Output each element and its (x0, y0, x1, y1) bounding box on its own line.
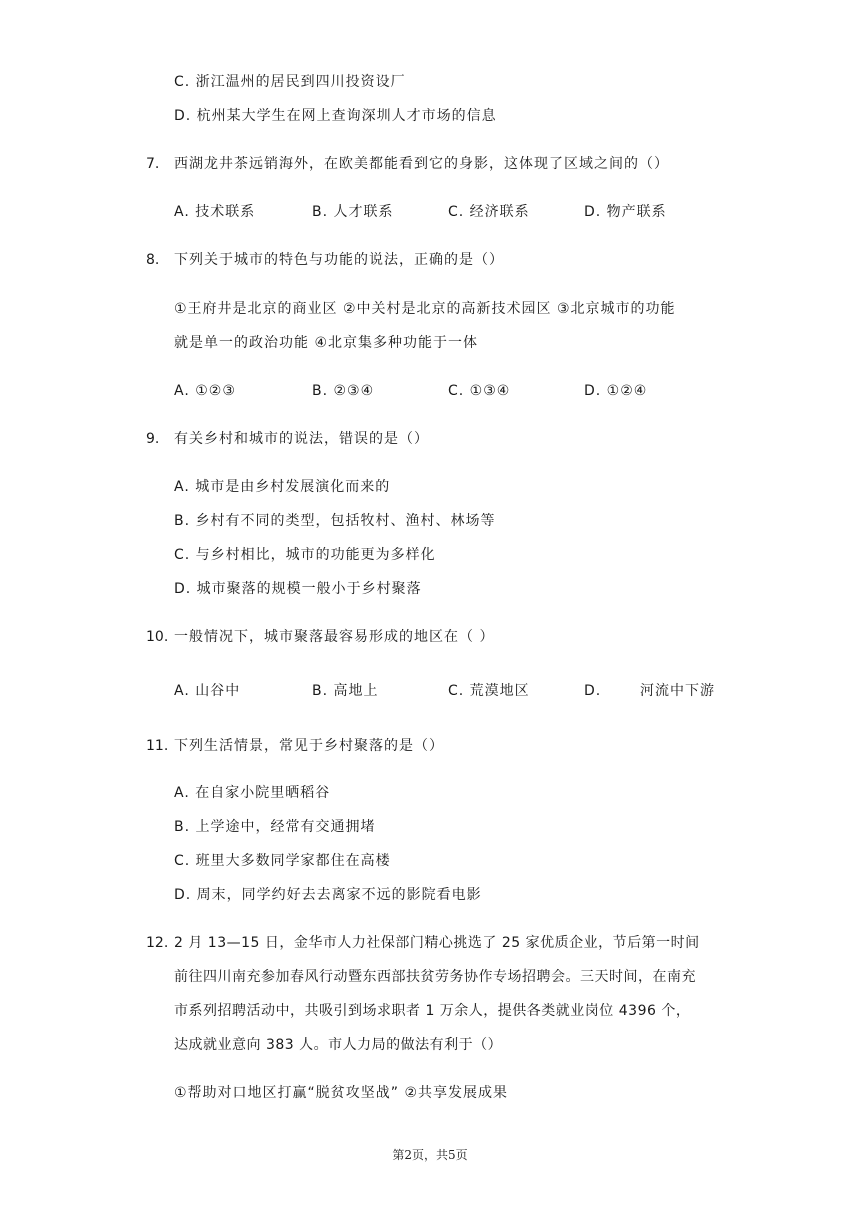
q10-number: 10. (146, 629, 169, 645)
q11-option-b: B. 上学途中，经常有交通拥堵 (174, 819, 376, 835)
q7-number: 7. (146, 156, 160, 172)
q6-option-d: D. 杭州某大学生在网上查询深圳人才市场的信息 (174, 108, 497, 124)
q10-option-d-letter: D. (584, 683, 602, 699)
q9-option-a: A. 城市是由乡村发展演化而来的 (174, 479, 391, 495)
q9-option-d: D. 城市聚落的规模一般小于乡村聚落 (174, 581, 422, 597)
q12-stem-line4: 达成就业意向 383 人。市人力局的做法有利于（） (174, 1037, 503, 1053)
q8-option-a: A. ①②③ (174, 383, 236, 399)
q11-number: 11. (146, 738, 169, 754)
q8-number: 8. (146, 252, 160, 268)
q10-stem: 一般情况下，城市聚落最容易形成的地区在（ ） (174, 629, 495, 645)
q8-description-line2: 就是单一的政治功能 ④北京集多种功能于一体 (174, 335, 478, 351)
q8-option-d: D. ①②④ (584, 383, 648, 399)
q9-stem: 有关乡村和城市的说法，错误的是（） (174, 431, 429, 447)
q7-stem: 西湖龙井茶远销海外，在欧美都能看到它的身影，这体现了区域之间的（） (174, 156, 669, 172)
q9-number: 9. (146, 431, 160, 447)
q10-option-a: A. 山谷中 (174, 683, 241, 699)
q8-description-line1: ①王府井是北京的商业区 ②中关村是北京的高新技术园区 ③北京城市的功能 (174, 301, 676, 317)
page-footer: 第2页，共5页 (392, 1148, 468, 1162)
q7-option-b: B. 人才联系 (312, 204, 394, 220)
q9-option-b: B. 乡村有不同的类型，包括牧村、渔村、林场等 (174, 513, 496, 529)
q11-option-a: A. 在自家小院里晒稻谷 (174, 785, 331, 801)
q12-stem-line3: 市系列招聘活动中，共吸引到场求职者 1 万余人，提供各类就业岗位 4396 个， (174, 1003, 691, 1019)
q12-description-line1: ①帮助对口地区打赢“脱贫攻坚战” ②共享发展成果 (174, 1085, 509, 1101)
q11-option-d: D. 周末，同学约好去去离家不远的影院看电影 (174, 887, 482, 903)
q8-stem: 下列关于城市的特色与功能的说法，正确的是（） (174, 252, 504, 268)
q12-number: 12. (146, 935, 169, 951)
q10-option-d-text: 河流中下游 (640, 683, 715, 699)
q7-option-a: A. 技术联系 (174, 204, 256, 220)
q11-stem: 下列生活情景，常见于乡村聚落的是（） (174, 738, 444, 754)
q12-stem-line2: 前往四川南充参加春风行动暨东西部扶贫劳务协作专场招聘会。三天时间，在南充 (174, 969, 696, 985)
q10-option-c: C. 荒漠地区 (448, 683, 530, 699)
q11-option-c: C. 班里大多数同学家都住在高楼 (174, 853, 391, 869)
q10-option-b: B. 高地上 (312, 683, 379, 699)
q7-option-c: C. 经济联系 (448, 204, 530, 220)
q9-option-c: C. 与乡村相比，城市的功能更为多样化 (174, 547, 436, 563)
q7-option-d: D. 物产联系 (584, 204, 667, 220)
q8-option-c: C. ①③④ (448, 383, 511, 399)
q8-option-b: B. ②③④ (312, 383, 375, 399)
q12-stem-line1: 2 月 13—15 日，金华市人力社保部门精心挑选了 25 家优质企业，节后第一时间 (174, 935, 700, 951)
q6-option-c: C. 浙江温州的居民到四川投资设厂 (174, 74, 406, 90)
